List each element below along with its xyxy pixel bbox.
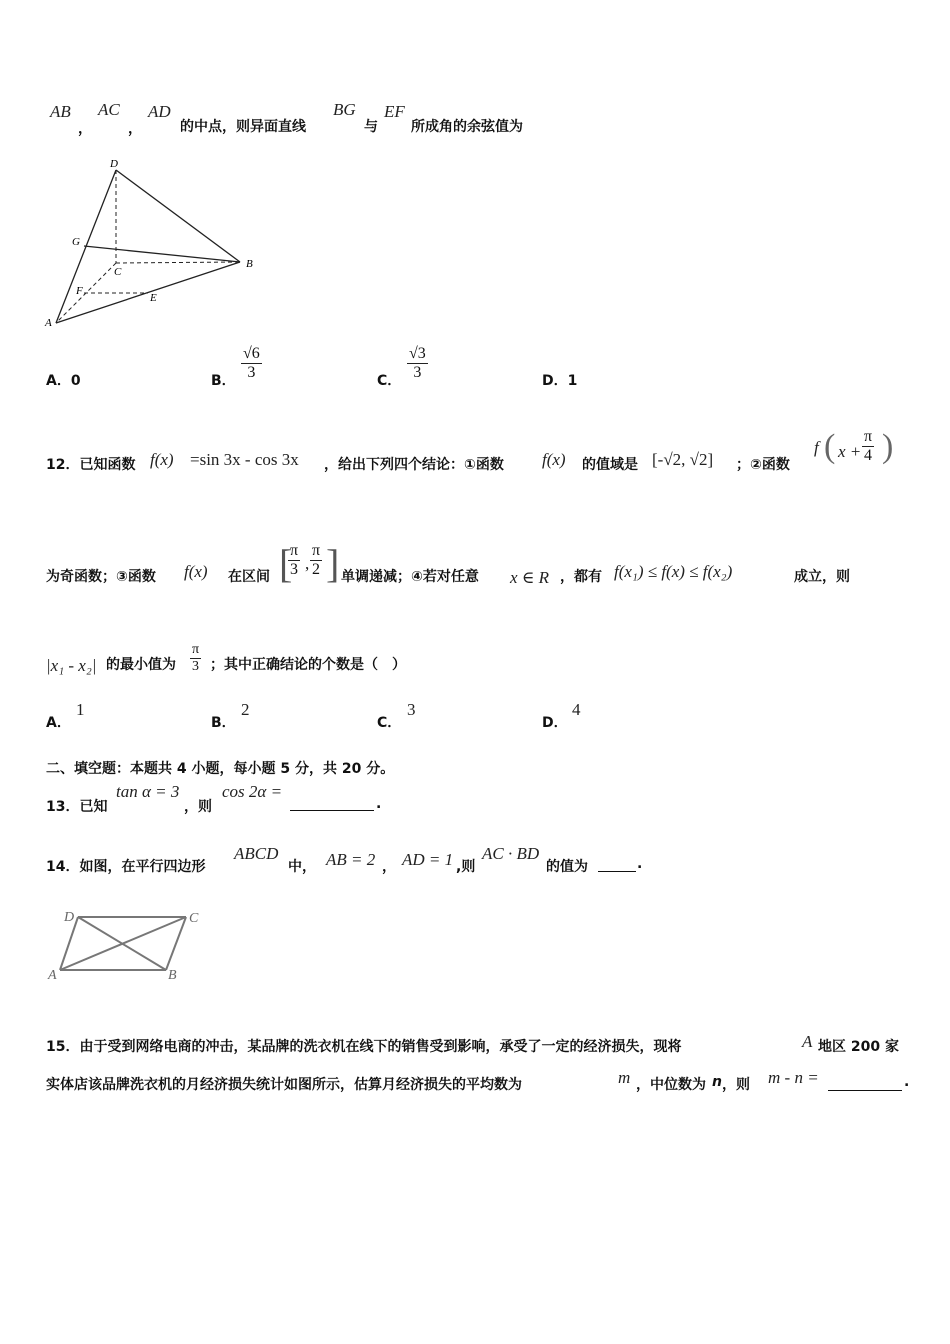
q12-text-9: 的最小值为 (106, 657, 176, 673)
q15-text-2: 地区 200 家 (818, 1039, 899, 1055)
label-f: F (76, 285, 83, 297)
q11-seg-bg: BG (333, 100, 356, 119)
option-label: A． (46, 373, 71, 389)
q13-expression: cos 2α = (222, 782, 283, 801)
q15-text-5: ，则 (722, 1077, 750, 1093)
q12-inequality: f(x₁) ≤ f(x) ≤ f(x₂) (614, 562, 733, 581)
label-c: C (189, 911, 199, 926)
q12-text-2: 的值域是 (582, 457, 638, 473)
q14-text-3: ,则 (456, 859, 476, 875)
q12-x-in-r: x ∈ R (510, 568, 550, 587)
q12-bracket-right: ] (326, 541, 340, 586)
option-label: B． (211, 373, 236, 389)
q13-period: . (376, 796, 382, 812)
q11-text-3: 所成角的余弦值为 (411, 119, 523, 135)
tetrahedron-figure (40, 150, 270, 335)
option-value: 2 (241, 700, 250, 719)
q11-option-a[interactable] (46, 370, 81, 390)
q12-options (46, 700, 646, 736)
parallelogram-figure (40, 900, 220, 990)
option-fraction: $\frac{√6}{3}$ (243, 345, 260, 381)
q15-answer-blank[interactable] (828, 1074, 902, 1091)
q12-pi-over-4: $\frac{\pi}{4}$ (864, 428, 873, 464)
q12-line-3 (46, 642, 906, 692)
option-label: C． (377, 715, 402, 731)
label-b: B (246, 258, 253, 270)
q15-n: n (712, 1074, 722, 1090)
q12-fx-2: f(x) (542, 450, 566, 469)
q11-text-1: 的中点，则异面直线 (180, 119, 306, 135)
q11-comma-2: ， (128, 121, 142, 137)
option-value: 4 (572, 700, 581, 719)
q12-text-6: 单调递减；④若对任意 (341, 569, 479, 585)
q13-condition: tan α = 3 (116, 782, 180, 801)
q13-text-1: ，则 (184, 799, 212, 815)
q12-line-2 (46, 540, 906, 590)
q12-text-7: ，都有 (560, 569, 602, 585)
q14-period: . (637, 856, 643, 872)
label-d: D (110, 158, 118, 170)
option-label: C． (377, 373, 402, 389)
q13-answer-blank[interactable] (290, 794, 374, 811)
q14-shape: ABCD (234, 844, 279, 863)
option-value: 1 (567, 373, 578, 389)
q15-region-a: A (802, 1032, 813, 1051)
diagonal-bd (78, 917, 166, 970)
q15-text-3: 实体店该品牌洗衣机的月经济损失统计如图所示，估算月经济损失的平均数为 (46, 1077, 522, 1093)
q15-expression: m - n = (768, 1068, 819, 1087)
q13-number: 13．已知 (46, 799, 108, 815)
q12-interval-high: $\frac{\pi}{2}$ (312, 542, 321, 578)
q11-seg-ef: EF (384, 102, 405, 121)
q11-seg-ad: AD (148, 102, 171, 121)
option-value: 1 (76, 700, 85, 719)
q14-text-4: 的值为 (546, 859, 588, 875)
q12-paren-left: ( (824, 428, 836, 465)
q11-seg-ac: AC (98, 100, 120, 119)
q12-arg-x: x + (838, 442, 862, 461)
q12-text-5: 在区间 (228, 569, 270, 585)
q12-paren-right: ) (882, 428, 894, 465)
q15-line-1 (46, 1032, 916, 1060)
q12-fx-4: f(x) (184, 562, 208, 581)
q11-comma-1: ， (78, 121, 92, 137)
label-c: C (114, 266, 122, 278)
q12-line-1 (46, 428, 906, 478)
q12-interval-low: $\frac{\pi}{3}$ (290, 542, 299, 578)
label-g: G (72, 236, 80, 248)
q14-number: 14．如图，在平行四边形 (46, 859, 206, 875)
q12-text-10: ；其中正确结论的个数是（ ） (210, 657, 406, 673)
q15-line-2 (46, 1068, 916, 1096)
q14-cond-ab: AB = 2 (326, 850, 376, 869)
q12-range: [-√2, √2] (652, 450, 714, 469)
q11-option-d[interactable] (542, 370, 577, 390)
edge-db (116, 170, 240, 262)
q14-text-1: 中， (288, 859, 316, 875)
option-label: B． (211, 715, 236, 731)
label-d: D (64, 910, 75, 925)
q12-text-8: 成立，则 (794, 569, 850, 585)
label-a: A (45, 317, 52, 329)
q12-text-3: ；②函数 (736, 457, 790, 473)
q12-definition: =sin 3x - cos 3x (190, 450, 299, 469)
q12-fx: f(x) (150, 450, 174, 469)
q12-bracket-left: [ (279, 541, 293, 586)
q12-text-1: ，给出下列四个结论：①函数 (324, 457, 504, 473)
q14-vector-expr: AC · BD (482, 844, 540, 863)
edge-cb (116, 262, 240, 263)
option-label: D． (542, 373, 568, 389)
q15-text-4: ，中位数为 (636, 1077, 706, 1093)
q11-text-2: 与 (364, 119, 378, 135)
section-heading: 二、填空题：本题共 4 小题，每小题 5 分，共 20 分。 (46, 761, 395, 777)
q11-seg-ab: AB (50, 102, 71, 121)
q15-text-1: 15．由于受到网络电商的冲击，某品牌的洗衣机在线下的销售受到影响，承受了一定的经济损失，现将 (46, 1039, 682, 1055)
label-e: E (150, 292, 157, 304)
segment-gb (84, 246, 240, 262)
q15-m: m (618, 1068, 631, 1087)
option-label: A． (46, 715, 71, 731)
q12-abs-diff: |x₁ - x₂| (46, 656, 97, 675)
q15-period: . (904, 1074, 910, 1090)
q12-number: 12．已知函数 (46, 457, 136, 473)
option-label: D． (542, 715, 568, 731)
label-b: B (168, 968, 177, 983)
q14-answer-blank[interactable] (598, 856, 636, 872)
q14-text-2: ， (382, 859, 396, 875)
option-value: 3 (407, 700, 416, 719)
q12-text-4: 为奇函数；③函数 (46, 569, 156, 585)
option-fraction: $\frac{√3}{3}$ (409, 345, 426, 381)
q12-f: f (814, 438, 819, 457)
q14-cond-ad: AD = 1 (402, 850, 454, 869)
q14-line (46, 842, 666, 878)
q13-line (46, 780, 446, 816)
option-value: 0 (70, 373, 81, 389)
q12-pi-over-3: $\frac{\pi}{3}$ (192, 642, 200, 674)
label-a: A (48, 968, 57, 983)
q11-options (46, 345, 646, 395)
q12-interval-comma: , (305, 554, 310, 573)
